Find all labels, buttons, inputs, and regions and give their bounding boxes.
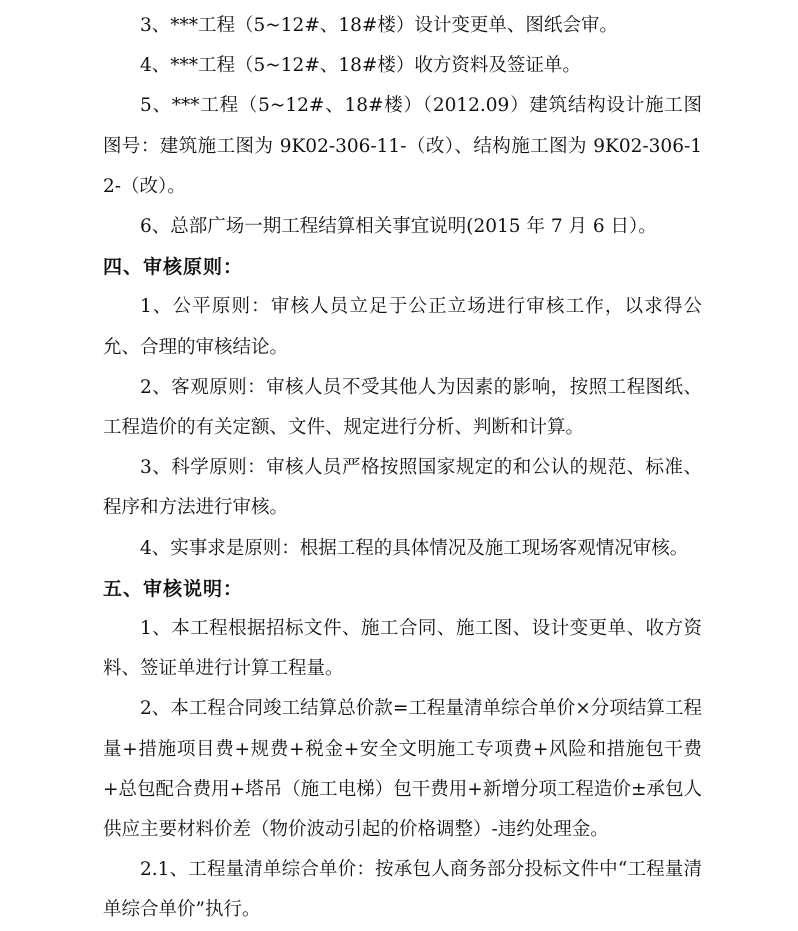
list-item-reference-6: 6、总部广场一期工程结算相关事宜说明(2015 年 7 月 6 日）。 [140, 216, 657, 238]
list-item-note-1: 1、本工程根据招标文件、施工合同、施工图、设计变更单、收方资料、签证单进行计算工程量。 [103, 618, 702, 680]
list-item-reference-3: 3、***工程（5~12#、18#楼）设计变更单、图纸会审。 [140, 15, 618, 36]
list-item-note-2: 2、本工程合同竣工结算总价款=工程量清单综合单价×分项结算工程量+措施项目费+规费+税金+安全文明施工专项费+风险和措施包干费+总包配合费用+塔吊（施工电梯）包干费用+新增分项工程造价±承包人供应主要材料价差（物价波动引起的价格调整）-违约处理金。 [103, 698, 702, 841]
list-item-principle-2: 2、客观原则：审核人员不受其他人为因素的影响，按照工程图纸、工程造价的有关定额、文件、规定进行分析、判断和计算。 [103, 376, 702, 439]
section-heading-audit-principles: 四、审核原则： [103, 256, 244, 279]
section-heading-audit-notes: 五、审核说明： [103, 577, 244, 600]
list-item-principle-1: 1、公平原则：审核人员立足于公正立场进行审核工作，以求得公允、合理的审核结论。 [103, 296, 702, 358]
list-item-reference-4: 4、***工程（5~12#、18#楼）收方资料及签证单。 [140, 55, 581, 77]
list-item-note-2-1: 2.1、工程量清单综合单价：按承包人商务部分投标文件中“工程量清单综合单价”执行。 [103, 859, 702, 921]
list-item-reference-5: 5、***工程（5~12#、18#楼）（2012.09）建筑结构设计施工图图号：建筑施工图为 9K02-306-11-（改）、结构施工图为 9K02-306-12-（改）。 [103, 95, 702, 197]
list-item-principle-3: 3、科学原则：审核人员严格按照国家规定的和公认的规范、标准、程序和方法进行审核。 [103, 457, 702, 519]
list-item-principle-4: 4、实事求是原则：根据工程的具体情况及施工现场客观情况审核。 [140, 537, 689, 559]
